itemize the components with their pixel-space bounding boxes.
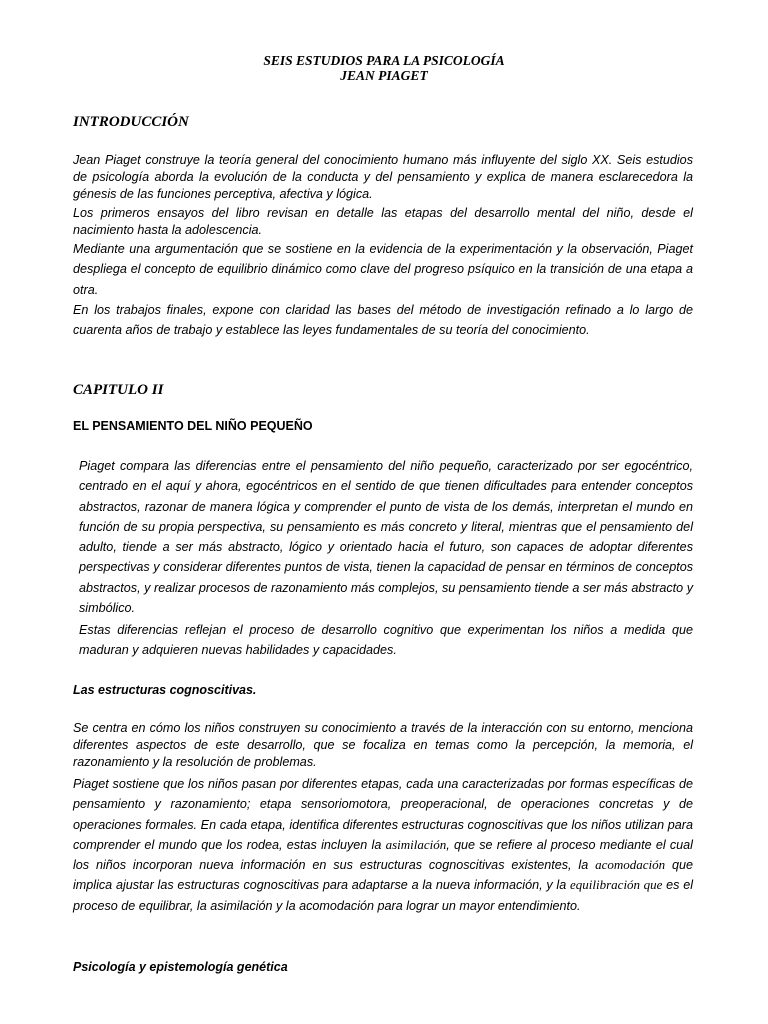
structures-text-c: que implica ajustar las estructuras cognoscitivas para adaptarse a la nueva información, y la <box>73 858 693 893</box>
structures-text-a: Piaget sostiene que los niños pasan por diferentes etapas, cada una caracterizadas por formas específicas de pensamiento y razonamiento; etapa sensoriomotora, preoperacional, de operaciones concretas y de operaciones formales. En cada etapa, identifica diferentes estructuras cognoscitivas que los niños utilizan para comprender el mundo que los rodea, estas incluyen la <box>73 777 693 852</box>
chapter-paragraph-2: Estas diferencias reflejan el proceso de desarrollo cognitivo que experimentan los niños a medida que maduran y adquieren nuevas habilidades y capacidades. <box>79 623 693 658</box>
term-acomodacion: acomodación <box>595 857 666 873</box>
structures-heading: Las estructuras cognoscitivas. <box>73 683 257 697</box>
next-section-heading: Psicología y epistemología genética <box>73 960 288 974</box>
chapter-heading: CAPITULO II <box>73 382 164 398</box>
term-asimilacion: asimilación <box>385 836 447 852</box>
introduction-heading: INTRODUCCIÓN <box>73 114 189 130</box>
title-line-1: SEIS ESTUDIOS PARA LA PSICOLOGÍA <box>263 53 505 68</box>
intro-paragraph-4: En los trabajos finales, expone con claridad las bases del método de investigación refinado a lo largo de cuarenta años de trabajo y establece las leyes fundamentales de su teoría del conocimiento. <box>73 303 693 338</box>
title-line-2: JEAN PIAGET <box>340 68 428 83</box>
structures-text-d: es el proceso de equilibrar, la asimilación y la acomodación para lograr un mayor entendimiento. <box>73 878 693 913</box>
document-title <box>0 53 768 83</box>
chapter-subheading: EL PENSAMIENTO DEL NIÑO PEQUEÑO <box>73 419 313 433</box>
chapter-paragraph-1: Piaget compara las diferencias entre el pensamiento del niño pequeño, caracterizado por ser egocéntrico, centrado en el aquí y ahora, egocéntricos en el sentido de que tienen dificultades para entender conceptos abstractos, razonar de manera lógica y comprender el punto de vista de los demás, interpretan el mundo en función de su propia perspectiva, su pensamiento es más concreto y literal, mientras que el pensamiento del adulto, tiende a ser más abstracto, lógico y orientado hacia el futuro, son capaces de adoptar diferentes perspectivas y considerar diferentes puntos de vista, tienen la capacidad de pensar en términos de conceptos abstractos, y realizar procesos de razonamiento más complejos, su pensamiento tiende a ser más abstracto y simbólico. <box>79 459 693 616</box>
intro-paragraph-2: Los primeros ensayos del libro revisan en detalle las etapas del desarrollo mental del niño, desde el nacimiento hasta la adolescencia. <box>73 206 693 238</box>
structures-paragraph-2 <box>73 774 693 916</box>
term-equilibracion: equilibración que <box>570 877 663 893</box>
intro-paragraph-3: Mediante una argumentación que se sostiene en la evidencia de la experimentación y la observación, Piaget despliega el concepto de equilibrio dinámico como clave del progreso psíquico en la transición de una etapa a otra. <box>73 242 693 297</box>
structures-paragraph-1: Se centra en cómo los niños construyen su conocimiento a través de la interacción con su entorno, menciona diferentes aspectos de este desarrollo, que se focaliza en temas como la percepción, la memoria, el razonamiento y la resolución de problemas. <box>73 721 693 770</box>
intro-paragraph-1: Jean Piaget construye la teoría general del conocimiento humano más influyente del siglo XX. Seis estudios de psicología aborda la evolución de la conducta y del pensamiento y explica de manera esclarecedora la génesis de las funciones perceptiva, afectiva y lógica. <box>73 153 693 202</box>
structures-text-b: , que se refiere al proceso mediante el cual los niños incorporan nueva información en sus estructuras cognoscitivas existentes, la <box>73 837 693 873</box>
